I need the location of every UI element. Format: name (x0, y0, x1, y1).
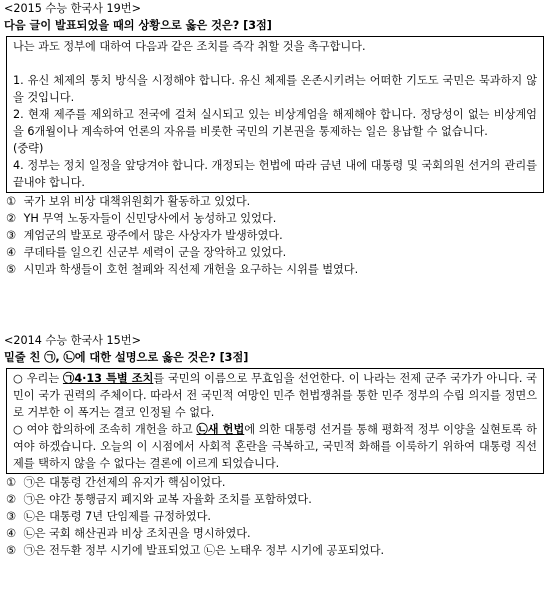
q2-choice-4[interactable] (4, 525, 546, 542)
choice-number: ③ (6, 229, 17, 242)
q1-passage-item-1: 1. 유신 체제의 통치 방식을 시정해야 합니다. 유신 체제를 온존시키려는 어떠한 기도도 국민은 묵과하지 않을 것입니다. (13, 74, 537, 104)
q1-passage-intro: 나는 과도 정부에 대하여 다음과 같은 조치를 즉각 취할 것을 촉구합니다. (13, 40, 366, 53)
choice-number: ④ (6, 527, 17, 540)
q1-passage-item-4: 4. 정부는 정치 일정을 앞당겨야 합니다. 개정되는 헌법에 따라 금년 내에 대통령 및 국회의원 선거의 관리를 끝내야 합니다. (13, 159, 537, 189)
q2-choice-1[interactable] (4, 474, 546, 491)
q2-choice-3[interactable] (4, 508, 546, 525)
q1-source-header: <2015 수능 한국사 19번> (4, 2, 141, 15)
choice-number: ② (6, 493, 17, 506)
q2-para2-prefix: ○ 여야 합의하에 조속히 개헌을 하고 (13, 423, 197, 436)
choice-number: ① (6, 476, 17, 489)
q1-passage-item-2: 2. 현재 제주를 제외하고 전국에 걸쳐 실시되고 있는 비상계엄을 해제해야 합니다. 정당성이 없는 비상계엄을 6개월이나 계속하여 언론의 자유를 비롯한 국민의 기본권을 통제하는 일은 용납할 수 없습니다. (13, 108, 537, 138)
exam-page (4, 0, 546, 559)
q2-source-header: <2014 수능 한국사 15번> (4, 334, 141, 347)
q1-passage-omission: (중략) (13, 142, 44, 155)
choice-number: ② (6, 212, 17, 225)
choice-text: ㉠은 전두환 정부 시기에 발표되었고 ㉡은 노태우 정부 시기에 공포되었다. (23, 544, 385, 557)
q1-choice-4[interactable] (4, 244, 546, 261)
choice-text: ㉠은 대통령 간선제의 유지가 핵심이었다. (23, 476, 226, 489)
section-gap (4, 278, 546, 332)
q1-choice-1[interactable] (4, 193, 546, 210)
q2-passage-para-1 (13, 370, 537, 421)
q2-choices (4, 474, 546, 559)
choice-text: 시민과 학생들이 호헌 철폐와 직선제 개헌을 요구하는 시위를 벌였다. (23, 263, 359, 276)
q2-passage-para-2 (13, 421, 537, 472)
q2-underlined-term-1: ㉠4·13 특별 조치 (62, 372, 154, 385)
choice-number: ⑤ (6, 263, 17, 276)
q2-choice-2[interactable] (4, 491, 546, 508)
choice-text: ㉡은 국회 해산권과 비상 조치권을 명시하였다. (23, 527, 251, 540)
choice-number: ① (6, 195, 17, 208)
q1-choice-2[interactable] (4, 210, 546, 227)
choice-number: ⑤ (6, 544, 17, 557)
choice-text: ㉠은 야간 통행금지 폐지와 교복 자율화 조치를 포함하였다. (23, 493, 312, 506)
choice-text: 쿠데타를 일으킨 신군부 세력이 군을 장악하고 있었다. (23, 246, 287, 259)
q1-question-text: 다음 글이 발표되었을 때의 상황으로 옳은 것은? [3점] (4, 19, 272, 32)
choice-number: ④ (6, 246, 17, 259)
choice-text: ㉡은 대통령 7년 단임제를 규정하였다. (23, 510, 211, 523)
q2-passage-box (6, 368, 544, 474)
q1-passage-blank (13, 55, 537, 72)
q2-question-text: 밑줄 친 ㉠, ㉡에 대한 설명으로 옳은 것은? [3점] (4, 351, 249, 364)
choice-number: ③ (6, 510, 17, 523)
q1-choice-5[interactable] (4, 261, 546, 278)
choice-text: 국가 보위 비상 대책위원회가 활동하고 있었다. (23, 195, 251, 208)
q2-para1-suffix: 를 국민의 이름으로 무효임을 선언한다. 이 나라는 전제 군주 국가가 아니다. 국민이 국가 권력의 주체이다. 따라서 전 국민적 여망인 민주 헌법쟁취를 통한 민주 정부의 수립 의지를 정면으로 거부한 이 폭거는 결코 인정될 수 없다. (13, 372, 537, 419)
q2-choice-5[interactable] (4, 542, 546, 559)
q2-para2-suffix: 에 의한 대통령 선거를 통해 평화적 정부 이양을 실현토록 하여야 하겠습니다. 오늘의 이 시점에서 사회적 혼란을 극복하고, 국민적 화해를 이룩하기 위하여 대통령 직선제를 택하지 않을 수 없다는 결론에 이르게 되었습니다. (13, 423, 537, 470)
choice-text: YH 무역 노동자들이 신민당사에서 농성하고 있었다. (23, 212, 277, 225)
q1-choice-3[interactable] (4, 227, 546, 244)
q1-choices (4, 193, 546, 278)
choice-text: 계엄군의 발포로 광주에서 많은 사상자가 발생하였다. (23, 229, 283, 242)
q1-passage-box (6, 36, 544, 193)
q2-para1-prefix: ○ 우리는 (13, 372, 63, 385)
q2-underlined-term-2: ㉡새 헌법 (196, 423, 245, 436)
